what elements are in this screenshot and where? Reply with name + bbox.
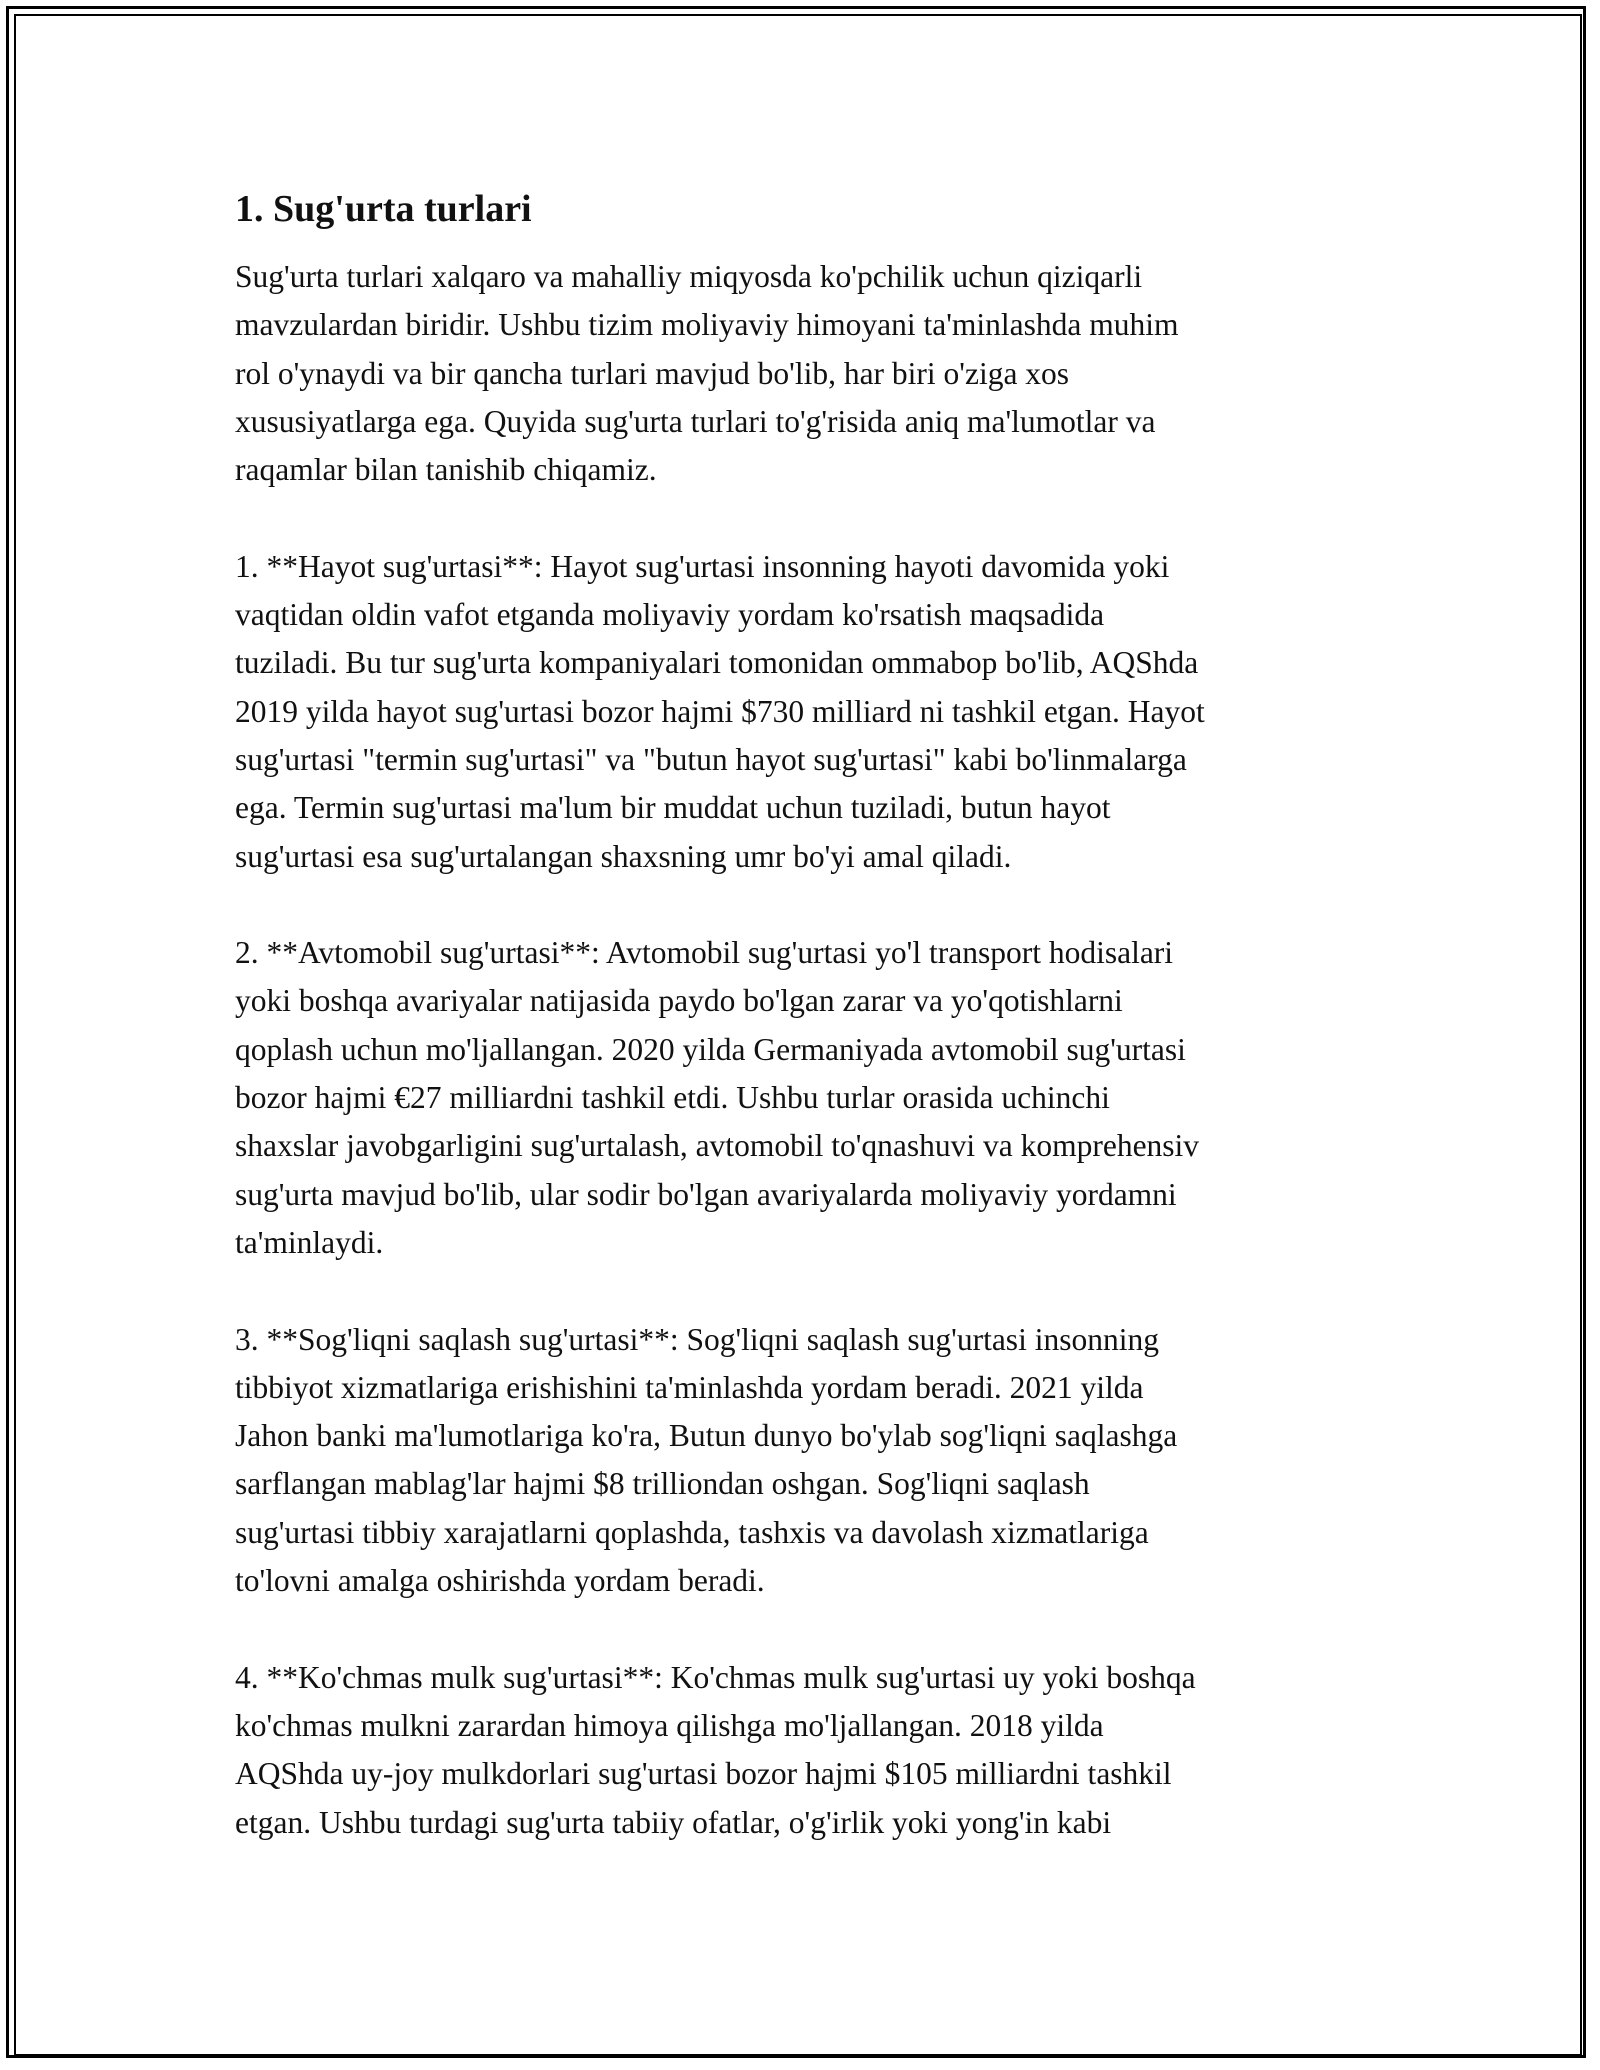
section-heading: 1. Sug'urta turlari [235, 188, 532, 230]
document-body [235, 185, 1375, 1895]
auto-insurance-paragraph: 2. **Avtomobil sug'urtasi**: Avtomobil sug'urtasi yo'l transport hodisalari yoki boshqa avariyalar natijasida paydo bo'lgan zarar va yo'qotishlarni qoplash uchun mo'ljallangan. 2020 yilda Germaniyada avtomobil sug'urtasi bozor hajmi €27 milliardni tashkil etdi. Ushbu turlar orasida uchinchi shaxslar javobgarligini sug'urtalash, avtomobil to'qnashuvi va komprehensiv sug'urta mavjud bo'lib, ular sodir bo'lgan avariyalarda moliyaviy yordamni ta'minlaydi. [235, 935, 1200, 1260]
intro-paragraph: Sug'urta turlari xalqaro va mahalliy miqyosda ko'pchilik uchun qiziqarli mavzulardan biridir. Ushbu tizim moliyaviy himoyani ta'minlashda muhim rol o'ynaydi va bir qancha turlari mavjud bo'lib, har biri o'ziga xos xususiyatlarga ega. Quyida sug'urta turlari to'g'risida aniq ma'lumotlar va raqamlar bilan tanishib chiqamiz. [235, 259, 1179, 488]
health-insurance-paragraph: 3. **Sog'liqni saqlash sug'urtasi**: Sog'liqni saqlash sug'urtasi insonning tibbiyot xizmatlariga erishishini ta'minlashda yordam beradi. 2021 yilda Jahon banki ma'lumotlariga ko'ra, Butun dunyo bo'ylab sog'liqni saqlashga sarflangan mablag'lar hajmi $8 trilliondan oshgan. Sog'liqni saqlash sug'urtasi tibbiy xarajatlarni qoplashda, tashxis va davolash xizmatlariga to'lovni amalga oshirishda yordam beradi. [235, 1321, 1178, 1599]
property-insurance-paragraph: 4. **Ko'chmas mulk sug'urtasi**: Ko'chmas mulk sug'urtasi uy yoki boshqa ko'chmas mulkni zarardan himoya qilishga mo'ljallangan. 2018 yilda AQShda uy-joy mulkdorlari sug'urtasi bozor hajmi $105 milliardni tashkil etgan. Ushbu turdagi sug'urta tabiiy ofatlar, o'g'irlik yoki yong'in kabi [235, 1659, 1196, 1840]
life-insurance-paragraph: 1. **Hayot sug'urtasi**: Hayot sug'urtasi insonning hayoti davomida yoki vaqtidan oldin vafot etganda moliyaviy yordam ko'rsatish maqsadida tuziladi. Bu tur sug'urta kompaniyalari tomonidan ommabop bo'lib, AQShda 2019 yilda hayot sug'urtasi bozor hajmi $730 milliard ni tashkil etgan. Hayot sug'urtasi "termin sug'urtasi" va "butun hayot sug'urtasi" kabi bo'linmalarga ega. Termin sug'urtasi ma'lum bir muddat uchun tuziladi, butun hayot sug'urtasi esa sug'urtalangan shaxsning umr bo'yi amal qiladi. [235, 548, 1205, 874]
